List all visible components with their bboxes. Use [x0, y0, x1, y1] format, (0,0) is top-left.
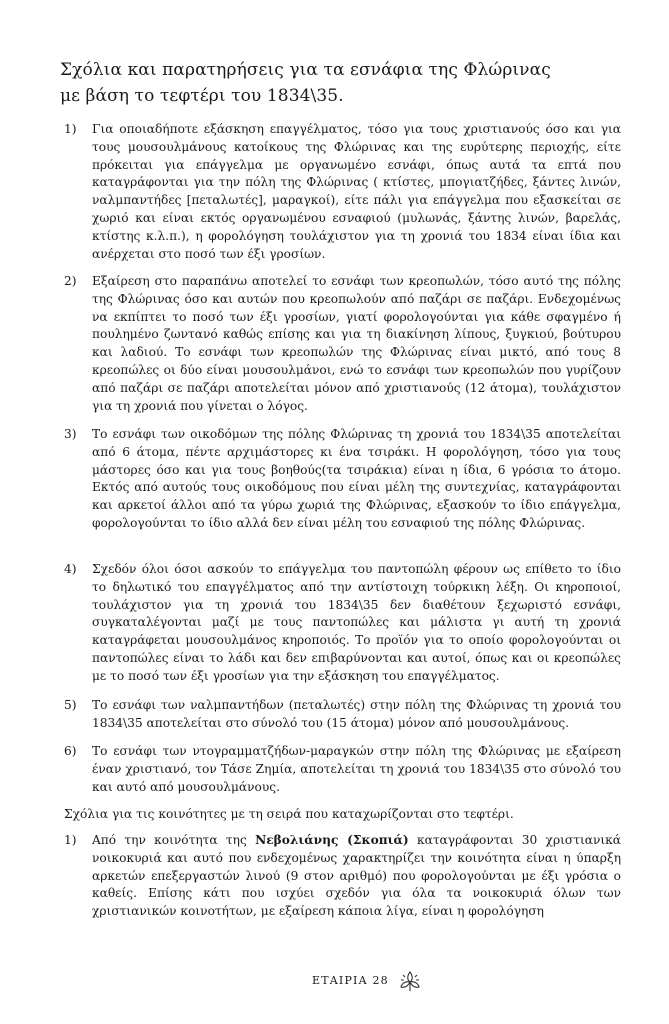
item-number: 6): [64, 744, 77, 758]
item-number: 2): [64, 274, 77, 288]
item-number: 5): [64, 698, 77, 712]
item-number: 3): [64, 427, 77, 441]
item-number: 1): [64, 122, 77, 136]
item-text: Για οποιαδήποτε εξάσκηση επαγγέλματος, τόσο για τους χριστιανούς όσο και για τους μουσουλμάνους κατοίκους της Φλώρινας και της ευρύτερης περιοχής, είτε πρόκειται για επάγγελμα με οργανωμένο εσνάφι, όπως αυτά τα επτά που καταγράφονται για την πόλη της Φλώρινας ( κτίστες, μπογιατζήδες, ξάντες λινών, ναλμπαντήδες [πεταλωτές], μαραγκοί), είτε πάλι για επάγγελμα που εξασκείται σε χωριό και είναι εκτός οργανωμένου εσναφιού (μυλωνάς, ξάντης λινών, βαρελάς, κτίστης κ.λ.π.), η φορολόγηση τουλάχιστον για τη χρονιά του 1834 είναι ίδια και ανέρχεται στο ποσό των έξι γροσίων.: [92, 122, 621, 261]
text-before: Από την κοινότητα της: [92, 833, 256, 847]
communities-heading: Σχόλια για τις κοινότητες με τη σειρά που καταχωρίζονται στο τεφτέρι.: [64, 807, 514, 821]
item-text: Εξαίρεση στο παραπάνω αποτελεί το εσνάφι των κρεοπωλών, τόσο αυτό της πόλης της Φλώρινας όσο και αυτών που κρεοπωλούν από παζάρι σε παζάρι. Ενδεχομένως να εκπίπτει το ποσό των έξι γροσίων, γιατί φορολογούνται για κάθε σφαγμένο ή πουλημένο ζωντανό καθώς επίσης και για τη διακίνηση λίπους, ξυγκιού, βούτυρου και λαδιού. Το εσνάφι των κρεοπωλών της Φλώρινας είναι μικτό, από τους 8 κρεοπώλες οι δύο είναι μουσουλμάνοι, ενώ το εσνάφι των κρεοπωλών που γυρίζουν από παζάρι σε παζάρι αποτελείται μόνον από χριστιανούς (12 άτομα), τουλάχιστον για τη χρονιά που γίνεται ο λόγος.: [92, 274, 621, 413]
community-name: Νεβολιάνης (Σκοπιά): [255, 833, 409, 847]
item-text: Το εσνάφι των οικοδόμων της πόλης Φλώρινας τη χρονιά του 1834\35 αποτελείται από 6 άτομα, πέντε αρχιμάστορες κι ένα τσιράκι. Η φορολόγηση, τόσο για τους μάστορες όσο και για τους βοηθούς(τα τσιράκια) είναι η ίδια, 6 γρόσια το άτομο. Εκτός από αυτούς τους οικοδόμους που είναι μέλη της συντεχνίας, καταγράφονται και αρκετοί άλλοι από τα γύρω χωριά της Φλώρινας, εξασκούν το ίδιο επάγγελμα, φορολογούνται το ίδιο αλλά δεν είναι μέλη του εσναφιού της πόλης Φλώρινας.: [92, 427, 621, 530]
text-after: καταγράφονται 30 χριστιανικά νοικοκυριά και αυτό που ενδεχομένως χαρακτηρίζει την κοινότητα είναι η ύπαρξη αρκετών επεξεργαστών λινού (9 στον αριθμό) που φορολογούνται με έξι γρόσια ο καθείς. Επίσης κάτι που ισχύει σχεδόν για όλα τα νοικοκυριά όλων των χριστιανικών κοινοτήτων, με εξαίρεση κάποια λίγα, είναι η φορολόγηση: [92, 833, 621, 919]
item-text: Σχεδόν όλοι όσοι ασκούν το επάγγελμα του παντοπώλη φέρουν ως επίθετο το ίδιο το δηλωτικό του επαγγέλματος από την αντίστοιχη τούρκικη λέξη. Οι κηροποιοί, τουλάχιστον για τη χρονιά του 1834\35 δεν διαθέτουν ξεχωριστό εσνάφι, συγκαταλέγονται μαζί με τους παντοπώλες και μάλιστα γι αυτή τη χρονιά καταγράφεται μουσουλμάνος κηροποιός. Το προϊόν για το οποίο φορολογούνται οι παντοπώλες είναι το λάδι και δεν επιβαρύνονται και αυτοί, όπως και οι κρεοπώλες με το ποσό των έξι γροσίων για την εξάσκηση του επαγγέλματος.: [92, 562, 621, 683]
page-number: 28: [372, 974, 389, 987]
footer-label: ΕΤΑΙΡΙΑ: [312, 974, 368, 987]
item-text: Το εσνάφι των ναλμπαντήδων (πεταλωτές) στην πόλη της Φλώρινας τη χρονιά του 1834\35 αποτελείται στο σύνολό του (15 άτομα) μόνον από μουσουλμάνους.: [92, 698, 621, 730]
page-title: [60, 57, 620, 109]
title-line-1: Σχόλια και παρατηρήσεις για τα εσνάφια της Φλώρινας: [60, 60, 551, 80]
item-text: Το εσνάφι των ντογραμματζήδων-μαραγκών στην πόλη της Φλώρινας με εξαίρεση έναν χριστιανό, τον Τάσε Ζημία, αποτελείται τη χρονιά του 1834\35 στο σύνολό του και αυτό από μουσουλμάνους.: [92, 744, 621, 794]
item-number: 1): [64, 833, 77, 847]
floral-ornament-icon: [397, 968, 423, 994]
item-text: [92, 832, 621, 921]
title-line-2: με βάση το τεφτέρι του 1834\35.: [60, 86, 344, 106]
item-number: 4): [64, 562, 77, 576]
page-footer: [312, 974, 389, 987]
